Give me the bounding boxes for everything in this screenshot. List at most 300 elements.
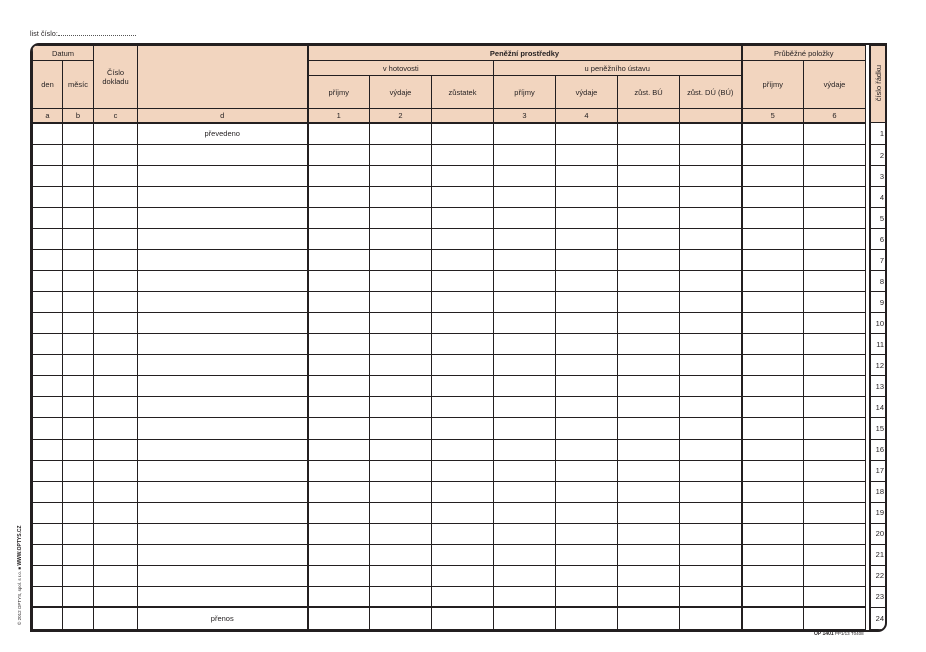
- entry-cell[interactable]: [494, 607, 556, 629]
- entry-cell[interactable]: [94, 208, 138, 229]
- entry-cell[interactable]: [33, 355, 63, 376]
- entry-cell[interactable]: [370, 376, 432, 397]
- entry-cell[interactable]: [742, 460, 804, 481]
- entry-cell[interactable]: [742, 292, 804, 313]
- entry-cell[interactable]: [742, 481, 804, 502]
- entry-cell[interactable]: [370, 292, 432, 313]
- entry-cell[interactable]: [804, 355, 866, 376]
- entry-cell[interactable]: [742, 313, 804, 334]
- entry-cell[interactable]: [618, 123, 680, 145]
- entry-cell[interactable]: [138, 523, 308, 544]
- entry-cell[interactable]: [494, 313, 556, 334]
- entry-cell[interactable]: [804, 292, 866, 313]
- entry-cell[interactable]: [33, 544, 63, 565]
- entry-cell[interactable]: [33, 208, 63, 229]
- entry-cell[interactable]: [556, 397, 618, 418]
- entry-cell[interactable]: [556, 229, 618, 250]
- entry-cell[interactable]: [494, 250, 556, 271]
- entry-cell[interactable]: [370, 502, 432, 523]
- entry-cell[interactable]: [618, 166, 680, 187]
- entry-cell[interactable]: [618, 229, 680, 250]
- entry-cell[interactable]: [618, 355, 680, 376]
- entry-cell[interactable]: [94, 292, 138, 313]
- entry-cell[interactable]: [432, 166, 494, 187]
- entry-cell[interactable]: [494, 439, 556, 460]
- entry-cell[interactable]: [138, 250, 308, 271]
- entry-cell[interactable]: [618, 292, 680, 313]
- entry-cell[interactable]: [63, 439, 94, 460]
- entry-cell[interactable]: [33, 145, 63, 166]
- entry-cell[interactable]: [804, 544, 866, 565]
- entry-cell[interactable]: [308, 439, 370, 460]
- entry-cell[interactable]: [804, 376, 866, 397]
- entry-cell[interactable]: [556, 481, 618, 502]
- entry-cell[interactable]: [556, 418, 618, 439]
- entry-cell[interactable]: [33, 481, 63, 502]
- entry-cell[interactable]: [63, 250, 94, 271]
- entry-cell[interactable]: [680, 355, 742, 376]
- entry-cell[interactable]: [370, 544, 432, 565]
- entry-cell[interactable]: [618, 271, 680, 292]
- entry-cell[interactable]: [138, 187, 308, 208]
- entry-cell[interactable]: [494, 565, 556, 586]
- entry-cell[interactable]: [680, 418, 742, 439]
- entry-cell[interactable]: [138, 334, 308, 355]
- entry-cell[interactable]: [308, 376, 370, 397]
- entry-cell[interactable]: [494, 481, 556, 502]
- entry-cell[interactable]: [432, 502, 494, 523]
- entry-cell[interactable]: [94, 187, 138, 208]
- entry-cell[interactable]: [742, 123, 804, 145]
- entry-cell[interactable]: [618, 145, 680, 166]
- entry-cell[interactable]: [63, 502, 94, 523]
- entry-cell[interactable]: [308, 187, 370, 208]
- entry-cell[interactable]: [742, 376, 804, 397]
- entry-cell[interactable]: [33, 229, 63, 250]
- entry-cell[interactable]: [33, 397, 63, 418]
- entry-cell[interactable]: [94, 523, 138, 544]
- entry-cell[interactable]: [308, 397, 370, 418]
- entry-cell[interactable]: [432, 586, 494, 607]
- entry-cell[interactable]: [432, 313, 494, 334]
- entry-cell[interactable]: [94, 166, 138, 187]
- entry-cell[interactable]: [138, 292, 308, 313]
- entry-cell[interactable]: [308, 481, 370, 502]
- entry-cell[interactable]: [63, 208, 94, 229]
- entry-cell[interactable]: [804, 565, 866, 586]
- entry-cell[interactable]: [494, 502, 556, 523]
- entry-cell[interactable]: [742, 250, 804, 271]
- entry-cell[interactable]: [308, 544, 370, 565]
- entry-cell[interactable]: [494, 145, 556, 166]
- entry-cell[interactable]: [33, 502, 63, 523]
- entry-cell[interactable]: [308, 355, 370, 376]
- entry-cell[interactable]: [804, 145, 866, 166]
- entry-cell[interactable]: [556, 313, 618, 334]
- entry-cell[interactable]: [63, 292, 94, 313]
- entry-cell[interactable]: [63, 229, 94, 250]
- entry-cell[interactable]: [618, 481, 680, 502]
- entry-cell[interactable]: [680, 334, 742, 355]
- entry-cell[interactable]: [680, 145, 742, 166]
- entry-cell[interactable]: [94, 502, 138, 523]
- entry-cell[interactable]: [138, 397, 308, 418]
- entry-cell[interactable]: [432, 418, 494, 439]
- entry-cell[interactable]: [33, 586, 63, 607]
- entry-cell[interactable]: [804, 166, 866, 187]
- entry-cell[interactable]: [33, 439, 63, 460]
- entry-cell[interactable]: [556, 187, 618, 208]
- entry-cell[interactable]: [680, 208, 742, 229]
- entry-cell[interactable]: [63, 586, 94, 607]
- entry-cell[interactable]: [742, 439, 804, 460]
- entry-cell[interactable]: [618, 376, 680, 397]
- entry-cell[interactable]: [33, 250, 63, 271]
- entry-cell[interactable]: [33, 565, 63, 586]
- entry-cell[interactable]: [618, 250, 680, 271]
- entry-cell[interactable]: [742, 187, 804, 208]
- entry-cell[interactable]: [556, 355, 618, 376]
- entry-cell[interactable]: [370, 271, 432, 292]
- entry-cell[interactable]: [138, 502, 308, 523]
- entry-cell[interactable]: [308, 523, 370, 544]
- entry-cell[interactable]: [370, 481, 432, 502]
- entry-cell[interactable]: [138, 376, 308, 397]
- entry-cell[interactable]: [33, 334, 63, 355]
- entry-cell[interactable]: [494, 166, 556, 187]
- entry-cell[interactable]: [804, 123, 866, 145]
- entry-cell[interactable]: [804, 313, 866, 334]
- entry-cell[interactable]: [680, 544, 742, 565]
- entry-cell[interactable]: [680, 523, 742, 544]
- entry-cell[interactable]: [138, 460, 308, 481]
- entry-cell[interactable]: [94, 607, 138, 629]
- entry-cell[interactable]: [370, 565, 432, 586]
- entry-cell[interactable]: [94, 123, 138, 145]
- entry-cell[interactable]: [138, 439, 308, 460]
- entry-cell[interactable]: [138, 271, 308, 292]
- carried-forward-cell[interactable]: převedeno: [138, 123, 308, 145]
- entry-cell[interactable]: [308, 313, 370, 334]
- entry-cell[interactable]: [556, 145, 618, 166]
- entry-cell[interactable]: [556, 586, 618, 607]
- entry-cell[interactable]: [308, 145, 370, 166]
- carry-over-cell[interactable]: přenos: [138, 607, 308, 629]
- entry-cell[interactable]: [94, 565, 138, 586]
- entry-cell[interactable]: [680, 502, 742, 523]
- entry-cell[interactable]: [63, 355, 94, 376]
- entry-cell[interactable]: [33, 166, 63, 187]
- entry-cell[interactable]: [432, 565, 494, 586]
- entry-cell[interactable]: [370, 460, 432, 481]
- entry-cell[interactable]: [742, 145, 804, 166]
- entry-cell[interactable]: [742, 544, 804, 565]
- entry-cell[interactable]: [138, 229, 308, 250]
- entry-cell[interactable]: [680, 586, 742, 607]
- entry-cell[interactable]: [370, 607, 432, 629]
- entry-cell[interactable]: [804, 523, 866, 544]
- entry-cell[interactable]: [63, 187, 94, 208]
- entry-cell[interactable]: [432, 187, 494, 208]
- entry-cell[interactable]: [308, 208, 370, 229]
- entry-cell[interactable]: [804, 460, 866, 481]
- entry-cell[interactable]: [33, 523, 63, 544]
- entry-cell[interactable]: [680, 481, 742, 502]
- entry-cell[interactable]: [618, 187, 680, 208]
- entry-cell[interactable]: [33, 292, 63, 313]
- entry-cell[interactable]: [308, 418, 370, 439]
- entry-cell[interactable]: [494, 355, 556, 376]
- entry-cell[interactable]: [618, 523, 680, 544]
- entry-cell[interactable]: [680, 607, 742, 629]
- entry-cell[interactable]: [680, 439, 742, 460]
- entry-cell[interactable]: [308, 334, 370, 355]
- entry-cell[interactable]: [370, 123, 432, 145]
- entry-cell[interactable]: [742, 607, 804, 629]
- entry-cell[interactable]: [63, 481, 94, 502]
- entry-cell[interactable]: [138, 565, 308, 586]
- entry-cell[interactable]: [494, 523, 556, 544]
- entry-cell[interactable]: [432, 123, 494, 145]
- entry-cell[interactable]: [138, 355, 308, 376]
- entry-cell[interactable]: [33, 607, 63, 629]
- entry-cell[interactable]: [370, 145, 432, 166]
- entry-cell[interactable]: [63, 271, 94, 292]
- entry-cell[interactable]: [63, 123, 94, 145]
- entry-cell[interactable]: [494, 292, 556, 313]
- entry-cell[interactable]: [63, 565, 94, 586]
- entry-cell[interactable]: [94, 334, 138, 355]
- entry-cell[interactable]: [33, 376, 63, 397]
- entry-cell[interactable]: [63, 418, 94, 439]
- entry-cell[interactable]: [804, 250, 866, 271]
- entry-cell[interactable]: [618, 397, 680, 418]
- entry-cell[interactable]: [33, 271, 63, 292]
- entry-cell[interactable]: [94, 145, 138, 166]
- entry-cell[interactable]: [308, 502, 370, 523]
- entry-cell[interactable]: [556, 292, 618, 313]
- entry-cell[interactable]: [33, 187, 63, 208]
- entry-cell[interactable]: [618, 439, 680, 460]
- entry-cell[interactable]: [94, 313, 138, 334]
- entry-cell[interactable]: [370, 355, 432, 376]
- entry-cell[interactable]: [63, 334, 94, 355]
- entry-cell[interactable]: [680, 229, 742, 250]
- entry-cell[interactable]: [94, 229, 138, 250]
- entry-cell[interactable]: [556, 565, 618, 586]
- entry-cell[interactable]: [556, 376, 618, 397]
- entry-cell[interactable]: [432, 523, 494, 544]
- entry-cell[interactable]: [618, 544, 680, 565]
- entry-cell[interactable]: [63, 607, 94, 629]
- entry-cell[interactable]: [308, 229, 370, 250]
- entry-cell[interactable]: [94, 418, 138, 439]
- entry-cell[interactable]: [618, 334, 680, 355]
- entry-cell[interactable]: [742, 397, 804, 418]
- entry-cell[interactable]: [494, 187, 556, 208]
- entry-cell[interactable]: [432, 607, 494, 629]
- entry-cell[interactable]: [370, 208, 432, 229]
- list-number-blank[interactable]: [58, 29, 136, 36]
- entry-cell[interactable]: [138, 313, 308, 334]
- entry-cell[interactable]: [370, 523, 432, 544]
- entry-cell[interactable]: [138, 418, 308, 439]
- entry-cell[interactable]: [308, 460, 370, 481]
- entry-cell[interactable]: [138, 481, 308, 502]
- entry-cell[interactable]: [63, 397, 94, 418]
- entry-cell[interactable]: [742, 271, 804, 292]
- entry-cell[interactable]: [370, 313, 432, 334]
- entry-cell[interactable]: [742, 229, 804, 250]
- entry-cell[interactable]: [742, 418, 804, 439]
- entry-cell[interactable]: [63, 376, 94, 397]
- entry-cell[interactable]: [494, 208, 556, 229]
- entry-cell[interactable]: [308, 123, 370, 145]
- entry-cell[interactable]: [94, 439, 138, 460]
- entry-cell[interactable]: [138, 586, 308, 607]
- entry-cell[interactable]: [432, 439, 494, 460]
- entry-cell[interactable]: [94, 544, 138, 565]
- entry-cell[interactable]: [680, 123, 742, 145]
- entry-cell[interactable]: [680, 292, 742, 313]
- entry-cell[interactable]: [370, 229, 432, 250]
- entry-cell[interactable]: [63, 460, 94, 481]
- entry-cell[interactable]: [138, 208, 308, 229]
- entry-cell[interactable]: [494, 334, 556, 355]
- entry-cell[interactable]: [618, 313, 680, 334]
- entry-cell[interactable]: [556, 502, 618, 523]
- entry-cell[interactable]: [618, 460, 680, 481]
- entry-cell[interactable]: [556, 439, 618, 460]
- entry-cell[interactable]: [94, 376, 138, 397]
- entry-cell[interactable]: [63, 523, 94, 544]
- entry-cell[interactable]: [804, 418, 866, 439]
- entry-cell[interactable]: [742, 355, 804, 376]
- entry-cell[interactable]: [63, 145, 94, 166]
- entry-cell[interactable]: [308, 586, 370, 607]
- entry-cell[interactable]: [494, 376, 556, 397]
- entry-cell[interactable]: [804, 229, 866, 250]
- entry-cell[interactable]: [804, 502, 866, 523]
- entry-cell[interactable]: [432, 145, 494, 166]
- entry-cell[interactable]: [618, 586, 680, 607]
- entry-cell[interactable]: [33, 418, 63, 439]
- entry-cell[interactable]: [94, 586, 138, 607]
- entry-cell[interactable]: [308, 271, 370, 292]
- entry-cell[interactable]: [432, 250, 494, 271]
- entry-cell[interactable]: [804, 208, 866, 229]
- entry-cell[interactable]: [556, 523, 618, 544]
- entry-cell[interactable]: [308, 607, 370, 629]
- entry-cell[interactable]: [370, 397, 432, 418]
- entry-cell[interactable]: [94, 250, 138, 271]
- entry-cell[interactable]: [33, 460, 63, 481]
- entry-cell[interactable]: [63, 166, 94, 187]
- entry-cell[interactable]: [370, 439, 432, 460]
- entry-cell[interactable]: [680, 565, 742, 586]
- entry-cell[interactable]: [556, 208, 618, 229]
- entry-cell[interactable]: [494, 586, 556, 607]
- entry-cell[interactable]: [432, 460, 494, 481]
- entry-cell[interactable]: [804, 334, 866, 355]
- entry-cell[interactable]: [742, 166, 804, 187]
- entry-cell[interactable]: [680, 376, 742, 397]
- entry-cell[interactable]: [556, 334, 618, 355]
- entry-cell[interactable]: [308, 292, 370, 313]
- entry-cell[interactable]: [370, 166, 432, 187]
- entry-cell[interactable]: [556, 271, 618, 292]
- entry-cell[interactable]: [308, 565, 370, 586]
- entry-cell[interactable]: [680, 397, 742, 418]
- entry-cell[interactable]: [742, 565, 804, 586]
- entry-cell[interactable]: [138, 166, 308, 187]
- entry-cell[interactable]: [494, 544, 556, 565]
- entry-cell[interactable]: [94, 481, 138, 502]
- entry-cell[interactable]: [742, 502, 804, 523]
- entry-cell[interactable]: [680, 313, 742, 334]
- entry-cell[interactable]: [556, 166, 618, 187]
- entry-cell[interactable]: [494, 271, 556, 292]
- entry-cell[interactable]: [370, 418, 432, 439]
- entry-cell[interactable]: [308, 166, 370, 187]
- entry-cell[interactable]: [618, 565, 680, 586]
- entry-cell[interactable]: [432, 334, 494, 355]
- entry-cell[interactable]: [742, 586, 804, 607]
- entry-cell[interactable]: [804, 481, 866, 502]
- entry-cell[interactable]: [63, 544, 94, 565]
- entry-cell[interactable]: [94, 271, 138, 292]
- entry-cell[interactable]: [804, 439, 866, 460]
- entry-cell[interactable]: [680, 166, 742, 187]
- entry-cell[interactable]: [138, 145, 308, 166]
- entry-cell[interactable]: [33, 313, 63, 334]
- entry-cell[interactable]: [556, 607, 618, 629]
- entry-cell[interactable]: [618, 418, 680, 439]
- entry-cell[interactable]: [370, 250, 432, 271]
- entry-cell[interactable]: [804, 271, 866, 292]
- entry-cell[interactable]: [33, 123, 63, 145]
- entry-cell[interactable]: [556, 544, 618, 565]
- entry-cell[interactable]: [494, 418, 556, 439]
- entry-cell[interactable]: [804, 187, 866, 208]
- entry-cell[interactable]: [308, 250, 370, 271]
- entry-cell[interactable]: [742, 523, 804, 544]
- entry-cell[interactable]: [618, 502, 680, 523]
- entry-cell[interactable]: [742, 208, 804, 229]
- entry-cell[interactable]: [94, 397, 138, 418]
- entry-cell[interactable]: [432, 229, 494, 250]
- entry-cell[interactable]: [370, 586, 432, 607]
- entry-cell[interactable]: [494, 229, 556, 250]
- entry-cell[interactable]: [432, 292, 494, 313]
- entry-cell[interactable]: [494, 123, 556, 145]
- entry-cell[interactable]: [804, 586, 866, 607]
- entry-cell[interactable]: [556, 460, 618, 481]
- entry-cell[interactable]: [94, 355, 138, 376]
- entry-cell[interactable]: [432, 481, 494, 502]
- entry-cell[interactable]: [680, 271, 742, 292]
- entry-cell[interactable]: [370, 187, 432, 208]
- entry-cell[interactable]: [432, 271, 494, 292]
- entry-cell[interactable]: [742, 334, 804, 355]
- entry-cell[interactable]: [680, 187, 742, 208]
- entry-cell[interactable]: [680, 460, 742, 481]
- entry-cell[interactable]: [494, 397, 556, 418]
- entry-cell[interactable]: [804, 397, 866, 418]
- entry-cell[interactable]: [432, 355, 494, 376]
- entry-cell[interactable]: [138, 544, 308, 565]
- entry-cell[interactable]: [804, 607, 866, 629]
